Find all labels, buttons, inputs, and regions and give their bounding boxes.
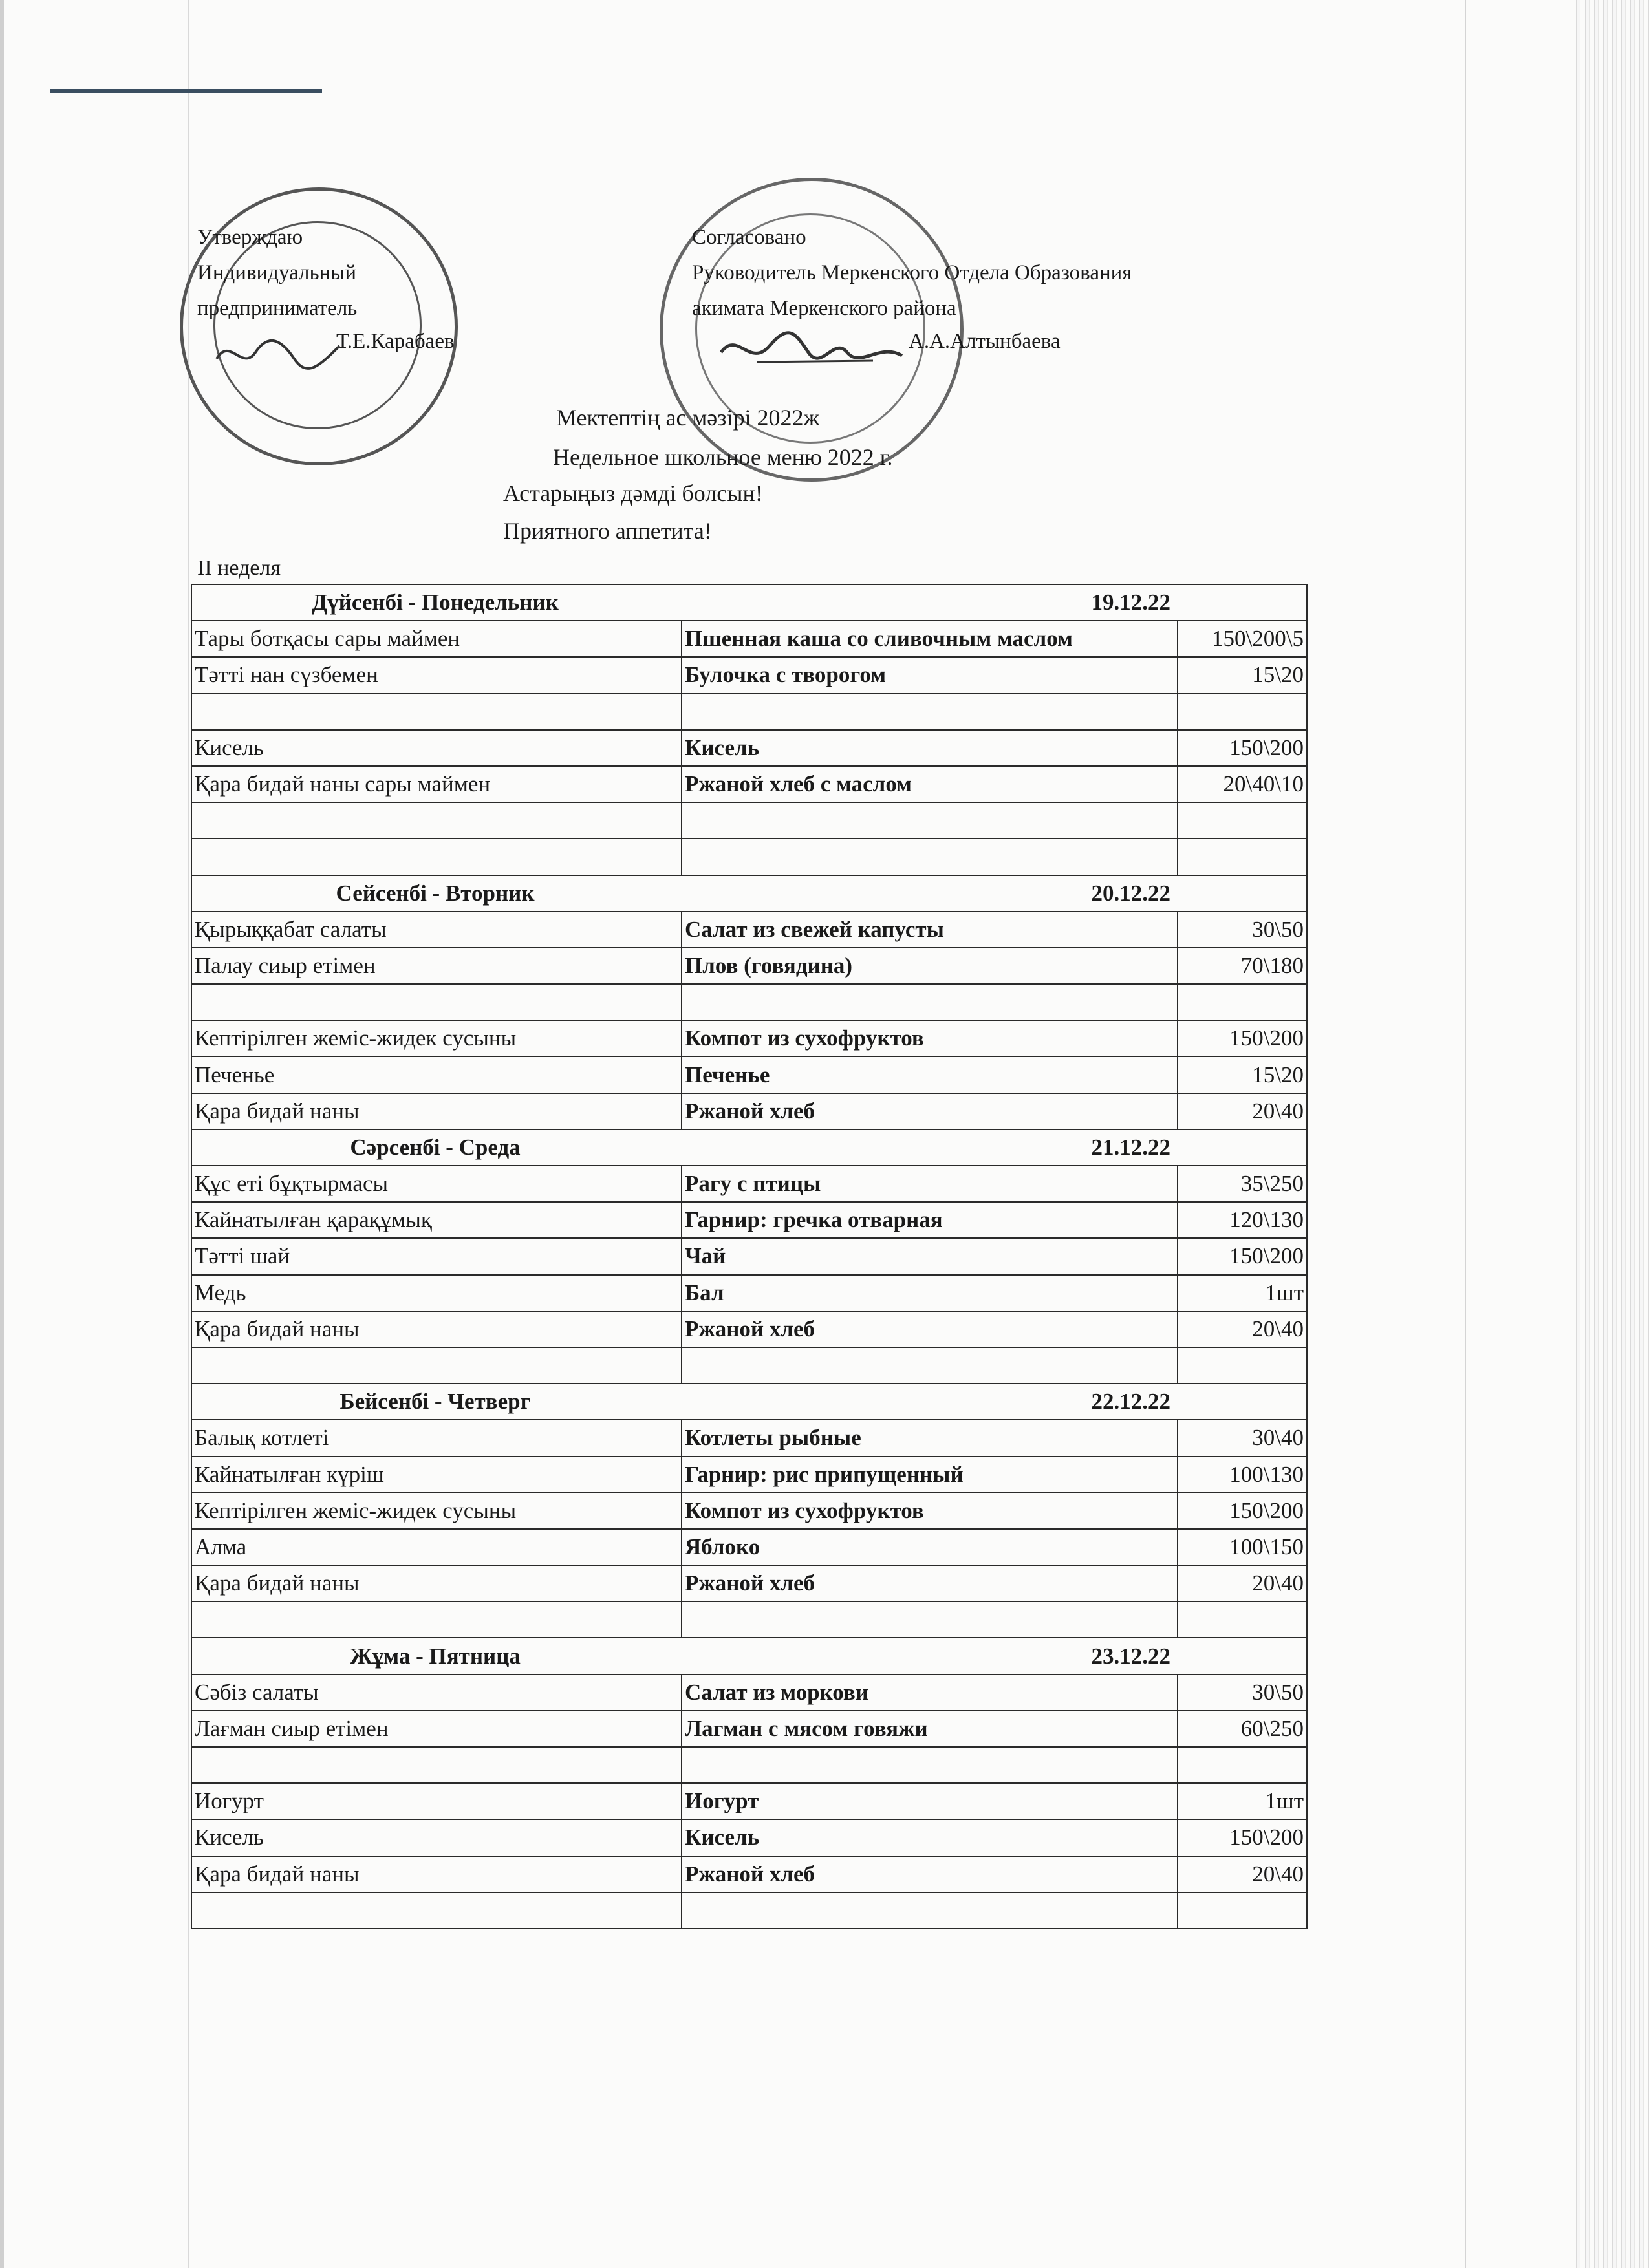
portion-size xyxy=(1178,1601,1307,1638)
dish-name-ru: Компот из сухофруктов xyxy=(682,1020,1178,1056)
portion-size: 20\40\10 xyxy=(1178,766,1307,802)
dish-name-ru: Ржаной хлеб с маслом xyxy=(682,766,1178,802)
dish-name-ru: Ржаной хлеб xyxy=(682,1311,1178,1347)
dish-name-kz xyxy=(191,1347,682,1384)
dish-name-ru: Ржаной хлеб xyxy=(682,1565,1178,1601)
menu-item-row xyxy=(191,730,1307,766)
menu-item-row xyxy=(191,1275,1307,1311)
portion-size: 20\40 xyxy=(1178,1565,1307,1601)
portion-size: 15\20 xyxy=(1178,657,1307,693)
dish-name-kz: Тәтті шай xyxy=(191,1238,682,1274)
portion-size: 70\180 xyxy=(1178,948,1307,984)
menu-item-row xyxy=(191,766,1307,802)
menu-item-row xyxy=(191,984,1307,1020)
dish-name-kz: Қара бидай наны xyxy=(191,1093,682,1129)
dish-name-kz: Сәбіз салаты xyxy=(191,1674,682,1711)
day-header-row xyxy=(191,875,1307,912)
menu-item-row xyxy=(191,1892,1307,1929)
portion-size: 20\40 xyxy=(1178,1856,1307,1892)
menu-item-row xyxy=(191,1457,1307,1493)
portion-size: 30\50 xyxy=(1178,912,1307,948)
dish-name-ru: Кисель xyxy=(682,1819,1178,1856)
portion-size: 150\200 xyxy=(1178,730,1307,766)
dish-name-kz xyxy=(191,1601,682,1638)
agreement-line: акимата Меркенского района xyxy=(692,297,956,320)
menu-item-row xyxy=(191,1493,1307,1529)
portion-size: 1шт xyxy=(1178,1275,1307,1311)
approval-block xyxy=(197,220,357,326)
day-header-row xyxy=(191,1384,1307,1420)
dish-name-ru: Рагу с птицы xyxy=(682,1166,1178,1202)
dish-name-ru: Плов (говядина) xyxy=(682,948,1178,984)
dish-name-kz xyxy=(191,802,682,839)
portion-size: 150\200 xyxy=(1178,1493,1307,1529)
dish-name-ru: Гарнир: гречка отварная xyxy=(682,1202,1178,1238)
portion-size: 100\150 xyxy=(1178,1529,1307,1565)
dish-name-kz: Кайнатылған қарақұмық xyxy=(191,1202,682,1238)
dish-name-ru: Чай xyxy=(682,1238,1178,1274)
dish-name-ru xyxy=(682,1747,1178,1783)
day-name: Бейсенбі - Четверг xyxy=(191,1384,682,1420)
portion-size: 20\40 xyxy=(1178,1311,1307,1347)
menu-item-row xyxy=(191,694,1307,730)
menu-item-row xyxy=(191,1202,1307,1238)
day-date: 22.12.22 xyxy=(682,1384,1307,1420)
portion-size: 150\200 xyxy=(1178,1238,1307,1274)
dish-name-kz: Қара бидай наны xyxy=(191,1856,682,1892)
dish-name-kz xyxy=(191,1892,682,1929)
dish-name-kz: Кайнатылған күріш xyxy=(191,1457,682,1493)
portion-size xyxy=(1178,1347,1307,1384)
menu-item-row xyxy=(191,1020,1307,1056)
menu-item-row xyxy=(191,1347,1307,1384)
dish-name-kz xyxy=(191,694,682,730)
day-name: Сәрсенбі - Среда xyxy=(191,1129,682,1166)
portion-size: 100\130 xyxy=(1178,1457,1307,1493)
menu-item-row xyxy=(191,1601,1307,1638)
day-date: 21.12.22 xyxy=(682,1129,1307,1166)
portion-size: 60\250 xyxy=(1178,1711,1307,1747)
menu-title-kz: Мектептің ас мәзірі 2022ж xyxy=(556,405,820,431)
dish-name-ru xyxy=(682,802,1178,839)
menu-item-row xyxy=(191,1819,1307,1856)
dish-name-ru xyxy=(682,1892,1178,1929)
menu-item-row xyxy=(191,1420,1307,1456)
dish-name-kz: Палау сиыр етімен xyxy=(191,948,682,984)
dish-name-ru: Печенье xyxy=(682,1056,1178,1093)
dish-name-ru xyxy=(682,1347,1178,1384)
dish-name-kz: Тәтті нан сүзбемен xyxy=(191,657,682,693)
portion-size xyxy=(1178,1747,1307,1783)
dish-name-ru: Салат из свежей капусты xyxy=(682,912,1178,948)
menu-title-ru: Недельное школьное меню 2022 г. xyxy=(553,444,893,470)
day-header-row xyxy=(191,1638,1307,1674)
greeting-kz: Астарыңыз дәмді болсын! xyxy=(503,480,763,506)
dish-name-ru: Яблоко xyxy=(682,1529,1178,1565)
dish-name-ru xyxy=(682,984,1178,1020)
dish-name-ru: Гарнир: рис припущенный xyxy=(682,1457,1178,1493)
portion-size: 20\40 xyxy=(1178,1093,1307,1129)
dish-name-ru: Компот из сухофруктов xyxy=(682,1493,1178,1529)
dish-name-kz: Кисель xyxy=(191,1819,682,1856)
dish-name-kz: Тары ботқасы сары маймен xyxy=(191,621,682,657)
scan-edge xyxy=(0,0,4,2268)
dish-name-kz: Құс еті бұқтырмасы xyxy=(191,1166,682,1202)
menu-item-row xyxy=(191,912,1307,948)
approval-line: Индивидуальный xyxy=(197,261,356,284)
dish-name-kz: Кептірілген жеміс-жидек сусыны xyxy=(191,1493,682,1529)
portion-size xyxy=(1178,1892,1307,1929)
menu-item-row xyxy=(191,802,1307,839)
day-name: Жұма - Пятница xyxy=(191,1638,682,1674)
dish-name-kz: Қара бидай наны xyxy=(191,1311,682,1347)
menu-item-row xyxy=(191,1856,1307,1892)
dish-name-kz xyxy=(191,839,682,875)
portion-size: 30\50 xyxy=(1178,1674,1307,1711)
agreement-block xyxy=(692,220,1132,326)
menu-item-row xyxy=(191,1166,1307,1202)
menu-item-row xyxy=(191,1311,1307,1347)
dish-name-kz: Қырыққабат салаты xyxy=(191,912,682,948)
agreement-line: Руководитель Меркенского Отдела Образования xyxy=(692,261,1132,284)
menu-table xyxy=(191,584,1308,1929)
dish-name-ru: Булочка с творогом xyxy=(682,657,1178,693)
menu-item-row xyxy=(191,1711,1307,1747)
dish-name-ru: Иогурт xyxy=(682,1783,1178,1819)
dish-name-kz: Лағман сиыр етімен xyxy=(191,1711,682,1747)
portion-size: 150\200\5 xyxy=(1178,621,1307,657)
dish-name-kz xyxy=(191,1747,682,1783)
left-signature xyxy=(213,333,343,378)
portion-size xyxy=(1178,802,1307,839)
dish-name-ru: Котлеты рыбные xyxy=(682,1420,1178,1456)
menu-item-row xyxy=(191,1529,1307,1565)
agreement-heading: Согласовано xyxy=(692,226,806,249)
approval-heading: Утверждаю xyxy=(197,226,303,249)
dish-name-kz: Иогурт xyxy=(191,1783,682,1819)
portion-size xyxy=(1178,984,1307,1020)
menu-item-row xyxy=(191,657,1307,693)
day-name: Дүйсенбі - Понедельник xyxy=(191,584,682,621)
menu-item-row xyxy=(191,621,1307,657)
menu-item-row xyxy=(191,948,1307,984)
dish-name-ru xyxy=(682,1601,1178,1638)
dish-name-kz xyxy=(191,984,682,1020)
menu-item-row xyxy=(191,1783,1307,1819)
right-signature xyxy=(718,323,905,375)
menu-item-row xyxy=(191,1093,1307,1129)
portion-size: 120\130 xyxy=(1178,1202,1307,1238)
portion-size: 1шт xyxy=(1178,1783,1307,1819)
agreement-signatory: А.А.Алтынбаева xyxy=(909,330,1061,353)
week-label: II неделя xyxy=(197,556,281,580)
menu-item-row xyxy=(191,1238,1307,1274)
dish-name-ru: Ржаной хлеб xyxy=(682,1093,1178,1129)
greeting-ru: Приятного аппетита! xyxy=(503,518,712,544)
portion-size: 30\40 xyxy=(1178,1420,1307,1456)
dish-name-ru: Кисель xyxy=(682,730,1178,766)
scan-streak xyxy=(1465,0,1466,2268)
dish-name-ru xyxy=(682,694,1178,730)
dish-name-kz: Қара бидай наны xyxy=(191,1565,682,1601)
menu-item-row xyxy=(191,1747,1307,1783)
dish-name-ru: Пшенная каша со сливочным маслом xyxy=(682,621,1178,657)
menu-table-body xyxy=(191,584,1307,1929)
menu-item-row xyxy=(191,1565,1307,1601)
day-date: 19.12.22 xyxy=(682,584,1307,621)
day-header-row xyxy=(191,584,1307,621)
scan-top-line xyxy=(50,89,322,93)
day-date: 20.12.22 xyxy=(682,875,1307,912)
menu-item-row xyxy=(191,1674,1307,1711)
dish-name-kz: Балық котлеті xyxy=(191,1420,682,1456)
dish-name-kz: Печенье xyxy=(191,1056,682,1093)
portion-size: 15\20 xyxy=(1178,1056,1307,1093)
portion-size xyxy=(1178,694,1307,730)
dish-name-ru: Лагман с мясом говяжи xyxy=(682,1711,1178,1747)
dish-name-ru: Салат из моркови xyxy=(682,1674,1178,1711)
dish-name-ru: Ржаной хлеб xyxy=(682,1856,1178,1892)
portion-size: 35\250 xyxy=(1178,1166,1307,1202)
dish-name-ru xyxy=(682,839,1178,875)
menu-item-row xyxy=(191,839,1307,875)
dish-name-kz: Қара бидай наны сары маймен xyxy=(191,766,682,802)
portion-size: 150\200 xyxy=(1178,1020,1307,1056)
day-name: Сейсенбі - Вторник xyxy=(191,875,682,912)
day-header-row xyxy=(191,1129,1307,1166)
dish-name-kz: Медь xyxy=(191,1275,682,1311)
day-date: 23.12.22 xyxy=(682,1638,1307,1674)
dish-name-kz: Кисель xyxy=(191,730,682,766)
menu-item-row xyxy=(191,1056,1307,1093)
approval-line: предприниматель xyxy=(197,297,358,320)
approval-signatory: Т.Е.Карабаев xyxy=(336,330,455,353)
dish-name-ru: Бал xyxy=(682,1275,1178,1311)
dish-name-kz: Кептірілген жеміс-жидек сусыны xyxy=(191,1020,682,1056)
dish-name-kz: Алма xyxy=(191,1529,682,1565)
scan-edge-band xyxy=(1571,0,1649,2268)
portion-size: 150\200 xyxy=(1178,1819,1307,1856)
portion-size xyxy=(1178,839,1307,875)
